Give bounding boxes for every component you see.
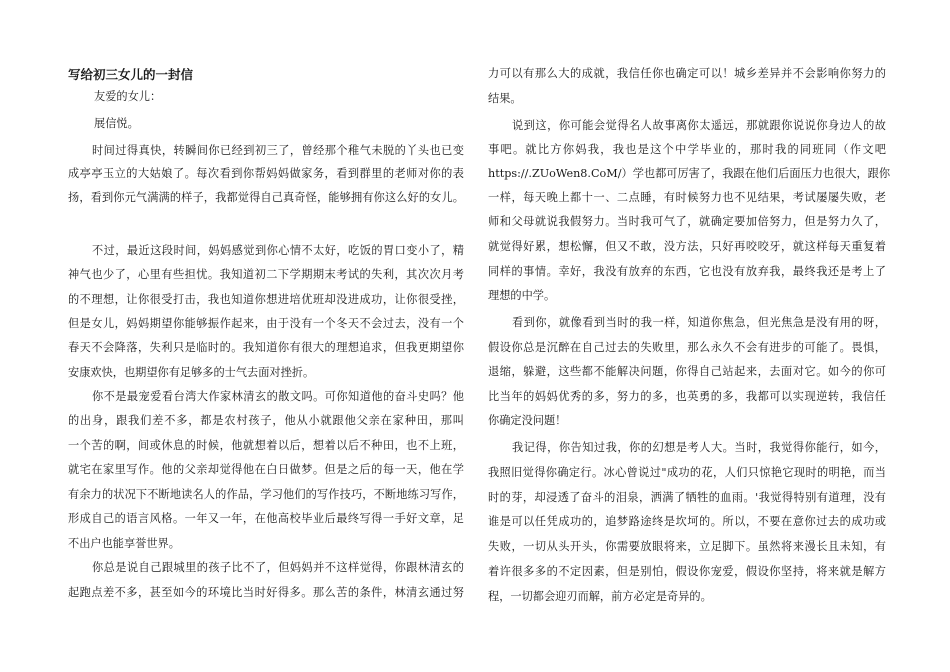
text-line: 谁是可以任凭成功的，追梦路途终是坎坷的。所以，不要在意你过去的成功或: [488, 515, 886, 528]
text-line: 春天不会降落，失利只是临时的。我知道你有很大的理想追求，但我更期望你: [68, 341, 464, 354]
text-line: 时的芽，却浸透了奋斗的泪泉，洒满了牺牲的血雨。'我觉得特别有道理，没有: [488, 491, 886, 504]
text-line: 有余力的状况下不断地读名人的作品，学习他们的写作技巧，不断地练习写作，: [68, 488, 464, 501]
text-line: 神气也少了，心里有些担忧。我知道初二下学期期末考试的失利，其次次月考: [68, 268, 464, 281]
text-line: 退缩，躲避，这些都不能解决问题，你得自己站起来，去面对它。如今的你可: [488, 365, 886, 378]
text-line: 的出身，跟我们差不多，都是农村孩子，他从小就跟他父亲在家种田，那叫: [68, 414, 464, 427]
text-line: 安康欢快，也期望你有足够多的士气去面对挫折。: [68, 366, 315, 379]
text-line: 我记得，你告知过我，你的幻想是考人大。当时，我觉得你能行，如今，: [512, 441, 886, 454]
greeting-line: 友爱的女儿：: [94, 90, 162, 103]
text-line: 就觉得好累，想松懈，但又不敢，没方法，只好再咬咬牙，就这样每天重复着: [488, 240, 886, 253]
text-line: 一样，每天晚上都十一、二点睡，有时候努力也不见结果，考试屡屡失败，老: [488, 191, 886, 204]
text-line: 同样的事情。幸好，我没有放弃的东西，它也没有放弃我，最终我还是考上了: [488, 265, 886, 278]
text-line: 你确定没问题！: [488, 414, 567, 427]
text-line: 形成自己的语言风格。一年又一年，在他高校毕业后最终写得一手好文章，足: [68, 512, 464, 525]
text-line: 不出户也能享誉世界。: [68, 537, 180, 550]
text-line: 说到这，你可能会觉得名人故事离你太遥远，那就跟你说说你身边人的故: [512, 119, 886, 132]
text-line: 事吧。就比方你妈我，我也是这个中学毕业的，那时我的同班同（作文吧: [488, 143, 886, 156]
opening-line: 展信悦。: [94, 117, 139, 130]
document-title: 写给初三女儿的一封信: [68, 67, 194, 82]
text-line: 成亭亭玉立的大姑娘了。每次看到你帮妈妈做家务，看到群里的老师对你的表: [68, 167, 464, 180]
text-line: 失败，一切从头开头，你需要放眼将来，立足脚下。虽然将来漫长且未知，有: [488, 540, 886, 553]
text-line: 理想的中学。: [488, 289, 556, 302]
text-line: 但是女儿，妈妈期望你能够振作起来，由于没有一个冬天不会过去，没有一个: [68, 317, 464, 330]
text-line: 比当年的妈妈优秀的多，努力的多，也英勇的多，我都可以实现逆转，我信任: [488, 390, 886, 403]
text-line: 不过，最近这段时间，妈妈感觉到你心情不太好，吃饭的胃口变小了，精: [92, 244, 464, 257]
text-line: 力可以有那么大的成就，我信任你也确定可以！城乡差异并不会影响你努力的: [488, 67, 886, 80]
text-line: 我照旧觉得你确定行。冰心曾说过"成功的花，人们只惊艳它现时的明艳，而当: [488, 466, 886, 479]
text-line: 你不是最宠爱看台湾大作家林清玄的散文吗。可你知道他的奋斗史吗？他: [92, 390, 464, 403]
text-line: 扬，看到你元气满满的样子，我都觉得自己真奇怪，能够拥有你这么好的女儿。: [68, 191, 464, 204]
text-line: 时间过得真快，转瞬间你已经到初三了，曾经那个稚气未脱的丫头也已变: [92, 144, 464, 157]
text-line: 程，一切都会迎刃而解，前方必定是奇异的。: [488, 590, 712, 603]
text-line: 着许很多多的不定因素，但是别怕，假设你宠爱，假设你坚持，将来就是解方: [488, 565, 886, 578]
text-line: 师和父母就说我假努力。当时我可气了，就确定要加倍努力，但是努力久了，: [488, 215, 886, 228]
text-line: 起跑点差不多，甚至如今的环境比当时好得多。那么苦的条件，林清玄通过努: [68, 586, 464, 599]
text-line: https://.ZUoWen8.CoM/）学也都可厉害了，我跟在他们后面压力也很大，跟你: [488, 167, 891, 180]
text-line: 的不理想，让你很受打击，我也知道你想进培优班却没进成功，让你很受挫，: [68, 293, 464, 306]
text-line: 就宅在家里写作。他的父亲却觉得他在白日做梦。但是之后的每一天，他在学: [68, 463, 464, 476]
text-line: 结果。: [488, 92, 522, 105]
text-line: 一个苦的啊，间或休息的时候，他就想着以后，想着以后不种田，也不上班，: [68, 439, 464, 452]
text-line: 看到你，就像看到当时的我一样，知道你焦急，但光焦急是没有用的呀，: [512, 316, 886, 329]
text-line: 假设你总是沉醉在自己过去的失败里，那么永久不会有进步的可能了。畏惧，: [488, 341, 886, 354]
text-line: 你总是说自己跟城里的孩子比不了，但妈妈并不这样觉得，你跟林清玄的: [92, 561, 464, 574]
